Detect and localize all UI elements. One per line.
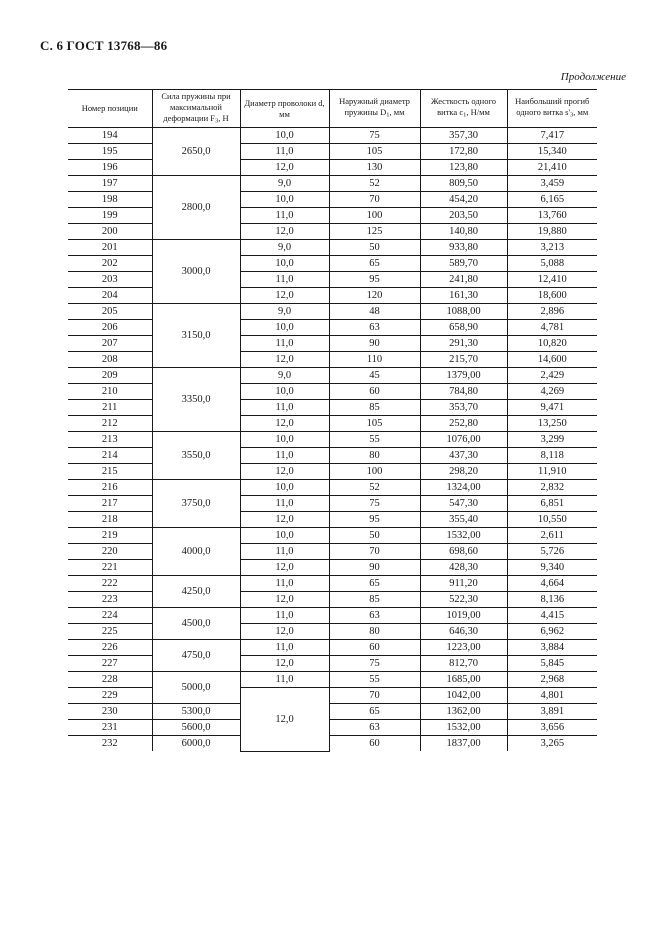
cell-position: 221 [68,560,152,576]
cell-stiffness: 784,80 [420,384,507,400]
cell-wire-diameter: 10,0 [240,320,329,336]
cell-wire-diameter: 11,0 [240,672,329,688]
cell-wire-diameter: 12,0 [240,592,329,608]
cell-position: 217 [68,496,152,512]
cell-position: 209 [68,368,152,384]
cell-wire-diameter: 12,0 [240,688,329,752]
table-row [68,304,597,320]
cell-outer-diameter: 90 [329,336,420,352]
cell-wire-diameter: 11,0 [240,608,329,624]
cell-stiffness: 454,20 [420,192,507,208]
table-row [68,336,597,352]
cell-outer-diameter: 70 [329,688,420,704]
cell-position: 201 [68,240,152,256]
cell-outer-diameter: 65 [329,256,420,272]
cell-wire-diameter: 12,0 [240,624,329,640]
cell-stiffness: 809,50 [420,176,507,192]
cell-outer-diameter: 120 [329,288,420,304]
cell-wire-diameter: 12,0 [240,288,329,304]
cell-position: 227 [68,656,152,672]
cell-deflection: 18,600 [507,288,597,304]
cell-stiffness: 1076,00 [420,432,507,448]
cell-position: 213 [68,432,152,448]
table-row [68,416,597,432]
table-row [68,240,597,256]
cell-wire-diameter: 12,0 [240,464,329,480]
cell-stiffness: 1837,00 [420,736,507,752]
cell-force: 2800,0 [152,176,240,240]
cell-outer-diameter: 65 [329,576,420,592]
cell-position: 215 [68,464,152,480]
cell-deflection: 2,429 [507,368,597,384]
cell-position: 214 [68,448,152,464]
cell-position: 212 [68,416,152,432]
cell-position: 194 [68,128,152,144]
cell-stiffness: 547,30 [420,496,507,512]
cell-force: 4250,0 [152,576,240,608]
cell-force: 6000,0 [152,736,240,752]
cell-outer-diameter: 50 [329,240,420,256]
cell-wire-diameter: 11,0 [240,144,329,160]
cell-stiffness: 123,80 [420,160,507,176]
table-row [68,560,597,576]
cell-deflection: 5,845 [507,656,597,672]
cell-wire-diameter: 11,0 [240,208,329,224]
cell-outer-diameter: 100 [329,208,420,224]
cell-force: 4000,0 [152,528,240,576]
cell-position: 202 [68,256,152,272]
cell-stiffness: 291,30 [420,336,507,352]
cell-stiffness: 911,20 [420,576,507,592]
cell-position: 218 [68,512,152,528]
header-deflection: Наибольший прогиб одного витка $s'_3$, мм [507,90,597,128]
cell-deflection: 6,962 [507,624,597,640]
page-header: С. 6 ГОСТ 13768—86 [40,38,168,53]
cell-stiffness: 172,80 [420,144,507,160]
cell-stiffness: 933,80 [420,240,507,256]
cell-position: 226 [68,640,152,656]
cell-position: 206 [68,320,152,336]
cell-position: 211 [68,400,152,416]
cell-deflection: 10,550 [507,512,597,528]
cell-outer-diameter: 105 [329,416,420,432]
cell-outer-diameter: 63 [329,608,420,624]
cell-position: 228 [68,672,152,688]
table-row [68,176,597,192]
cell-outer-diameter: 110 [329,352,420,368]
cell-force: 3150,0 [152,304,240,368]
cell-outer-diameter: 90 [329,560,420,576]
continuation-label: Продолжение [560,71,626,83]
cell-wire-diameter: 9,0 [240,368,329,384]
cell-outer-diameter: 52 [329,480,420,496]
cell-deflection: 3,656 [507,720,597,736]
cell-outer-diameter: 48 [329,304,420,320]
cell-outer-diameter: 63 [329,720,420,736]
cell-deflection: 6,165 [507,192,597,208]
cell-stiffness: 241,80 [420,272,507,288]
cell-position: 203 [68,272,152,288]
table-row [68,528,597,544]
cell-stiffness: 1223,00 [420,640,507,656]
cell-position: 195 [68,144,152,160]
cell-stiffness: 522,30 [420,592,507,608]
cell-outer-diameter: 52 [329,176,420,192]
cell-deflection: 7,417 [507,128,597,144]
cell-stiffness: 1362,00 [420,704,507,720]
cell-stiffness: 646,30 [420,624,507,640]
table-row [68,352,597,368]
cell-stiffness: 698,60 [420,544,507,560]
cell-wire-diameter: 9,0 [240,240,329,256]
table-row [68,128,597,144]
table-row [68,160,597,176]
table-row [68,448,597,464]
header-stiffness: Жесткость одного витка $c_1$, Н/мм [420,90,507,128]
table-row [68,288,597,304]
cell-outer-diameter: 70 [329,192,420,208]
cell-wire-diameter: 10,0 [240,480,329,496]
cell-stiffness: 1379,00 [420,368,507,384]
cell-position: 207 [68,336,152,352]
cell-deflection: 14,600 [507,352,597,368]
cell-wire-diameter: 12,0 [240,352,329,368]
table-row [68,624,597,640]
cell-stiffness: 428,30 [420,560,507,576]
cell-position: 231 [68,720,152,736]
cell-outer-diameter: 55 [329,672,420,688]
cell-stiffness: 1019,00 [420,608,507,624]
cell-outer-diameter: 60 [329,384,420,400]
cell-stiffness: 203,50 [420,208,507,224]
cell-stiffness: 1088,00 [420,304,507,320]
cell-position: 220 [68,544,152,560]
cell-stiffness: 161,30 [420,288,507,304]
table-row [68,464,597,480]
cell-wire-diameter: 10,0 [240,192,329,208]
cell-deflection: 2,832 [507,480,597,496]
cell-deflection: 4,269 [507,384,597,400]
cell-wire-diameter: 11,0 [240,336,329,352]
table-row [68,384,597,400]
cell-deflection: 15,340 [507,144,597,160]
cell-stiffness: 252,80 [420,416,507,432]
cell-wire-diameter: 9,0 [240,304,329,320]
cell-outer-diameter: 95 [329,272,420,288]
table-row [68,320,597,336]
cell-deflection: 5,726 [507,544,597,560]
cell-position: 199 [68,208,152,224]
table-row [68,736,597,752]
cell-wire-diameter: 9,0 [240,176,329,192]
table-row [68,192,597,208]
cell-deflection: 2,968 [507,672,597,688]
cell-force: 3350,0 [152,368,240,432]
table-header [68,90,597,128]
cell-position: 222 [68,576,152,592]
cell-position: 232 [68,736,152,752]
cell-deflection: 8,136 [507,592,597,608]
cell-deflection: 3,891 [507,704,597,720]
cell-wire-diameter: 11,0 [240,496,329,512]
cell-stiffness: 355,40 [420,512,507,528]
spring-spec-table [68,89,597,752]
table-row [68,720,597,736]
cell-outer-diameter: 85 [329,592,420,608]
cell-deflection: 13,760 [507,208,597,224]
cell-force: 3750,0 [152,480,240,528]
cell-stiffness: 589,70 [420,256,507,272]
cell-position: 204 [68,288,152,304]
cell-deflection: 4,801 [507,688,597,704]
cell-deflection: 3,459 [507,176,597,192]
cell-deflection: 4,781 [507,320,597,336]
cell-wire-diameter: 11,0 [240,576,329,592]
cell-deflection: 3,213 [507,240,597,256]
cell-stiffness: 1324,00 [420,480,507,496]
cell-position: 225 [68,624,152,640]
cell-stiffness: 215,70 [420,352,507,368]
table-row [68,672,597,688]
cell-outer-diameter: 50 [329,528,420,544]
table-row [68,704,597,720]
table-body [68,128,597,752]
table-row [68,400,597,416]
cell-wire-diameter: 12,0 [240,512,329,528]
cell-position: 229 [68,688,152,704]
cell-deflection: 3,299 [507,432,597,448]
cell-outer-diameter: 85 [329,400,420,416]
cell-force: 5000,0 [152,672,240,704]
cell-position: 230 [68,704,152,720]
cell-wire-diameter: 11,0 [240,448,329,464]
cell-stiffness: 140,80 [420,224,507,240]
table-row [68,432,597,448]
cell-force: 4500,0 [152,608,240,640]
table-row [68,368,597,384]
cell-stiffness: 1532,00 [420,528,507,544]
cell-stiffness: 357,30 [420,128,507,144]
table-row [68,256,597,272]
cell-position: 200 [68,224,152,240]
cell-outer-diameter: 125 [329,224,420,240]
cell-wire-diameter: 12,0 [240,160,329,176]
cell-outer-diameter: 75 [329,496,420,512]
table-row [68,144,597,160]
cell-outer-diameter: 80 [329,624,420,640]
table-row [68,576,597,592]
cell-position: 210 [68,384,152,400]
table-row [68,656,597,672]
table-row [68,544,597,560]
cell-deflection: 11,910 [507,464,597,480]
table-row [68,224,597,240]
cell-outer-diameter: 105 [329,144,420,160]
cell-stiffness: 353,70 [420,400,507,416]
table-row [68,608,597,624]
cell-outer-diameter: 100 [329,464,420,480]
table-row [68,496,597,512]
cell-position: 198 [68,192,152,208]
cell-force: 4750,0 [152,640,240,672]
cell-wire-diameter: 12,0 [240,224,329,240]
cell-stiffness: 1685,00 [420,672,507,688]
cell-deflection: 9,340 [507,560,597,576]
cell-deflection: 12,410 [507,272,597,288]
cell-deflection: 3,884 [507,640,597,656]
cell-outer-diameter: 60 [329,640,420,656]
cell-wire-diameter: 10,0 [240,384,329,400]
cell-position: 196 [68,160,152,176]
table-row [68,512,597,528]
cell-deflection: 19,880 [507,224,597,240]
cell-wire-diameter: 12,0 [240,416,329,432]
cell-deflection: 4,415 [507,608,597,624]
cell-wire-diameter: 11,0 [240,544,329,560]
cell-wire-diameter: 10,0 [240,128,329,144]
cell-position: 224 [68,608,152,624]
cell-position: 197 [68,176,152,192]
cell-outer-diameter: 95 [329,512,420,528]
cell-wire-diameter: 11,0 [240,272,329,288]
cell-force: 2650,0 [152,128,240,176]
cell-position: 208 [68,352,152,368]
cell-deflection: 8,118 [507,448,597,464]
cell-wire-diameter: 10,0 [240,256,329,272]
cell-wire-diameter: 12,0 [240,656,329,672]
cell-deflection: 4,664 [507,576,597,592]
cell-stiffness: 1532,00 [420,720,507,736]
cell-wire-diameter: 11,0 [240,400,329,416]
cell-outer-diameter: 75 [329,128,420,144]
cell-stiffness: 658,90 [420,320,507,336]
cell-deflection: 3,265 [507,736,597,752]
cell-deflection: 2,896 [507,304,597,320]
cell-outer-diameter: 80 [329,448,420,464]
cell-stiffness: 1042,00 [420,688,507,704]
cell-stiffness: 298,20 [420,464,507,480]
cell-wire-diameter: 11,0 [240,640,329,656]
cell-wire-diameter: 12,0 [240,560,329,576]
cell-wire-diameter: 10,0 [240,528,329,544]
table-row [68,688,597,704]
cell-deflection: 21,410 [507,160,597,176]
cell-position: 219 [68,528,152,544]
cell-deflection: 9,471 [507,400,597,416]
cell-deflection: 5,088 [507,256,597,272]
cell-position: 223 [68,592,152,608]
cell-outer-diameter: 65 [329,704,420,720]
cell-stiffness: 812,70 [420,656,507,672]
cell-force: 3000,0 [152,240,240,304]
cell-deflection: 10,820 [507,336,597,352]
table-row [68,480,597,496]
cell-force: 5300,0 [152,704,240,720]
cell-force: 5600,0 [152,720,240,736]
table-row [68,640,597,656]
cell-outer-diameter: 60 [329,736,420,752]
cell-deflection: 13,250 [507,416,597,432]
cell-wire-diameter: 10,0 [240,432,329,448]
table-row [68,208,597,224]
cell-deflection: 2,611 [507,528,597,544]
cell-force: 3550,0 [152,432,240,480]
header-outer-diameter: Наружный диаметр пружины $D_1$, мм [329,90,420,128]
cell-position: 205 [68,304,152,320]
cell-stiffness: 437,30 [420,448,507,464]
cell-outer-diameter: 63 [329,320,420,336]
cell-outer-diameter: 75 [329,656,420,672]
cell-deflection: 6,851 [507,496,597,512]
table-row [68,272,597,288]
header-position: Номер позиции [68,90,152,128]
table-row [68,592,597,608]
cell-outer-diameter: 70 [329,544,420,560]
header-force: Сила пружины при максимальной деформации $F_3$, Н [152,90,240,128]
cell-position: 216 [68,480,152,496]
header-wire-diameter: Диаметр проволоки d, мм [240,90,329,128]
cell-outer-diameter: 55 [329,432,420,448]
cell-outer-diameter: 45 [329,368,420,384]
cell-outer-diameter: 130 [329,160,420,176]
